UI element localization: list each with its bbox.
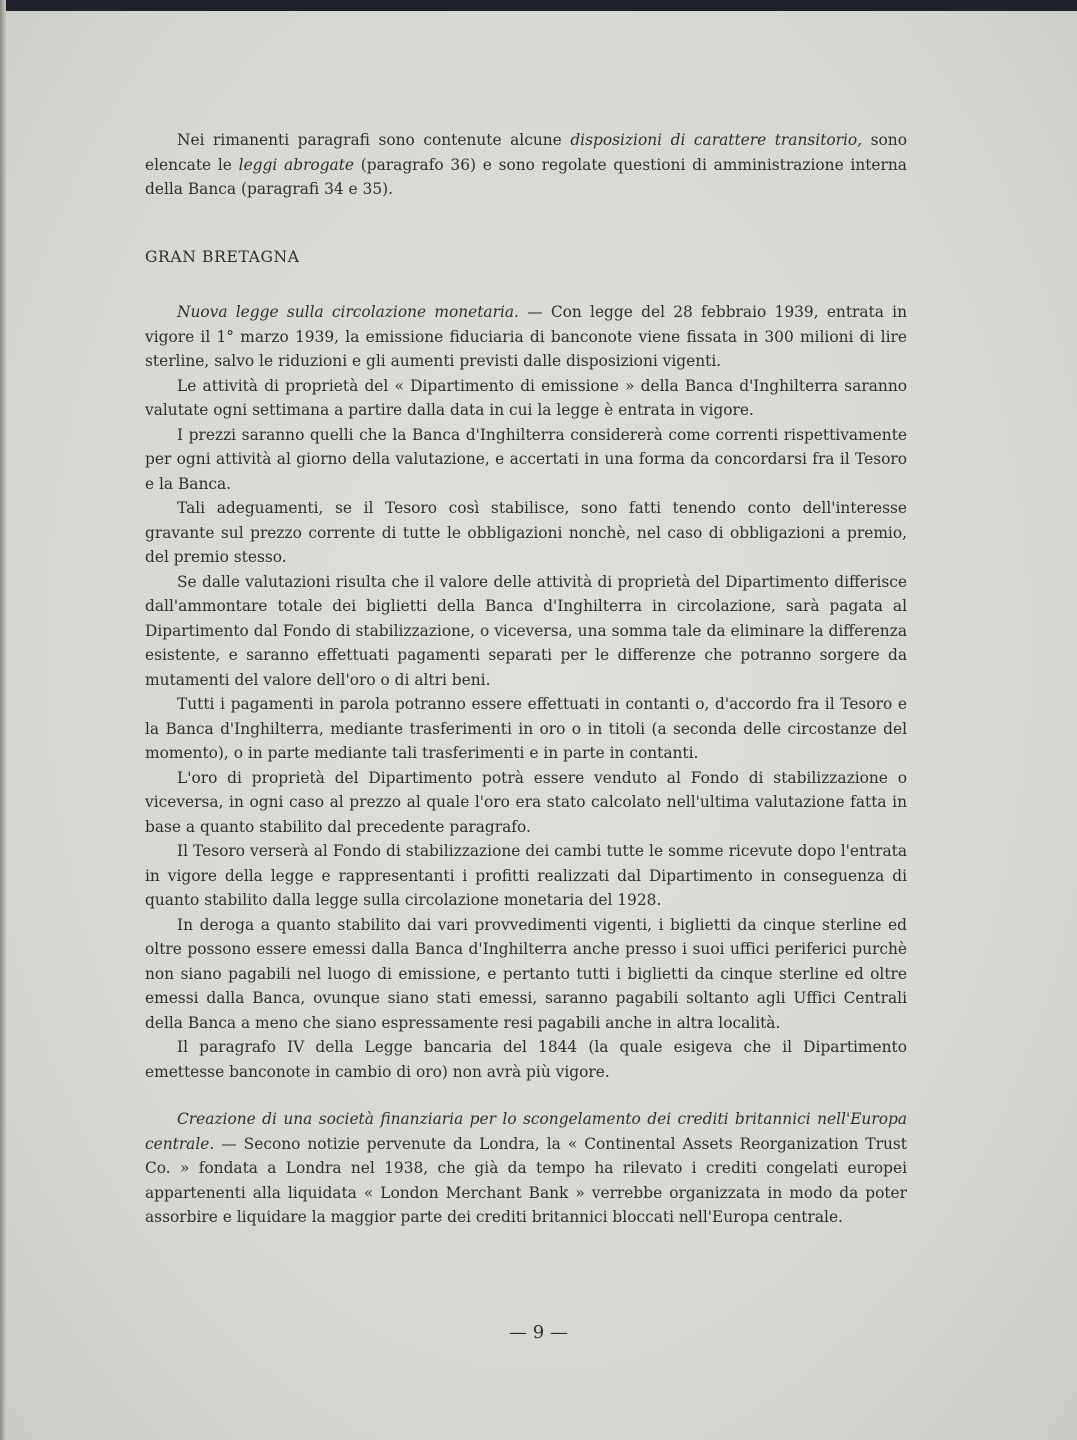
scan-top-border <box>0 0 1077 11</box>
paragraph-2: Le attività di proprietà del « Dipartimento di emissione » della Banca d'Inghilterra saranno valutate ogni settimana a partire dalla data in cui la legge è entrata in vigore. <box>145 376 907 419</box>
paragraph-4: Tali adeguamenti, se il Tesoro così stabilisce, sono fatti tenendo conto dell'interesse gravante sul prezzo corrente di tutte le obbligazioni nonchè, nel caso di obbligazioni a premio, del premio stesso. <box>145 499 907 566</box>
intro-text-1: Nei rimanenti paragrafi sono contenute alcune <box>177 131 571 149</box>
intro-paragraph <box>145 128 907 202</box>
intro-text-2: sono elencate le <box>145 131 907 174</box>
section-heading: GRAN BRETAGNA <box>145 247 300 266</box>
scan-left-edge <box>0 0 6 1440</box>
intro-text-3: (paragrafo 36) e sono regolate questioni di amministrazione interna della Banca (paragrafi 34 e 35). <box>145 155 907 198</box>
intro-italic-1: disposizioni di carattere transitorio, <box>570 131 863 149</box>
paragraph-1-body: — Con legge del 28 febbraio 1939, entrata in vigore il 1° marzo 1939, la emissione fiduciaria di banconote viene fissata in 300 milioni di lire sterline, salvo le riduzioni e gli aumenti previsti dalle disposizioni vigenti. <box>145 303 907 370</box>
paragraph-8: Il Tesoro verserà al Fondo di stabilizzazione dei cambi tutte le somme ricevute dopo l'entrata in vigore della legge e rappresentanti i profitti realizzati dal Dipartimento in conseguenza di quanto stabilito dalla legge sulla circolazione monetaria del 1928. <box>145 842 907 909</box>
paragraph-7: L'oro di proprietà del Dipartimento potrà essere venduto al Fondo di stabilizzazione o viceversa, in ogni caso al prezzo al quale l'oro era stato calcolato nell'ultima valutazione fatta in base a quanto stabilito dal precedente paragrafo. <box>145 768 907 836</box>
intro-italic-2: leggi abrogate <box>238 155 355 174</box>
page-number: — 9 — <box>509 1322 568 1343</box>
paragraph-10: Il paragrafo IV della Legge bancaria del 1844 (la quale esigeva che il Dipartimento emettesse banconote in cambio di oro) non avrà più vigore. <box>145 1038 907 1081</box>
paragraph-9: In deroga a quanto stabilito dai vari provvedimenti vigenti, i biglietti da cinque sterline ed oltre possono essere emessi dalla Banca d'Inghilterra anche presso i suoi uffici periferici purchè non siano pagabili nel luogo di emissione, e pertanto tutti i biglietti da cinque sterline ed oltre emessi dalla Banca, ovunque siano stati emessi, saranno pagabili soltanto agli Uffici Centrali della Banca a meno che siano espressamente resi pagabili anche in altra località. <box>145 915 907 1032</box>
paragraph-5: Se dalle valutazioni risulta che il valore delle attività di proprietà del Dipartimento differisce dall'ammontare totale dei biglietti della Banca d'Inghilterra in circolazione, sarà pagata al Dipartimento dal Fondo di stabilizzazione, o viceversa, una somma tale da eliminare la differenza esistente, e saranno effettuati pagamenti separati per le differenze che potranno sorgere da mutamenti del valore dell'oro o di altri beni. <box>145 572 907 689</box>
paragraph-1 <box>145 300 907 374</box>
section-spacer <box>145 1084 907 1107</box>
paragraph-6: Tutti i pagamenti in parola potranno essere effettuati in contanti o, d'accordo fra il Tesoro e la Banca d'Inghilterra, mediante trasferimenti in oro o in titoli (a seconda delle circostanze del momento), o in parte mediante tali trasferimenti e in parte in contanti. <box>145 695 907 762</box>
paragraph-11 <box>145 1107 907 1230</box>
paragraph-3: I prezzi saranno quelli che la Banca d'Inghilterra considererà come correnti rispettivamente per ogni attività al giorno della valutazione, e accertati in una forma da concordarsi fra il Tesoro e la Banca. <box>145 425 907 493</box>
paragraph-1-title: Nuova legge sulla circolazione monetaria. <box>177 303 519 321</box>
paragraph-11-title: Creazione di una società finanziaria per lo scongelamento dei crediti britannici nell'Europa centrale. <box>145 1110 907 1153</box>
paragraph-11-body: — Secono notizie pervenute da Londra, la « Continental Assets Reorganization Trust Co. » fondata a Londra nel 1938, che già da tempo ha rilevato i crediti congelati europei appartenenti alla liquidata « London Merchant Bank » verrebbe organizzata in modo da poter assorbire e liquidare la maggior parte dei crediti britannici bloccati nell'Europa centrale. <box>145 1134 907 1226</box>
body-text <box>145 128 907 1230</box>
